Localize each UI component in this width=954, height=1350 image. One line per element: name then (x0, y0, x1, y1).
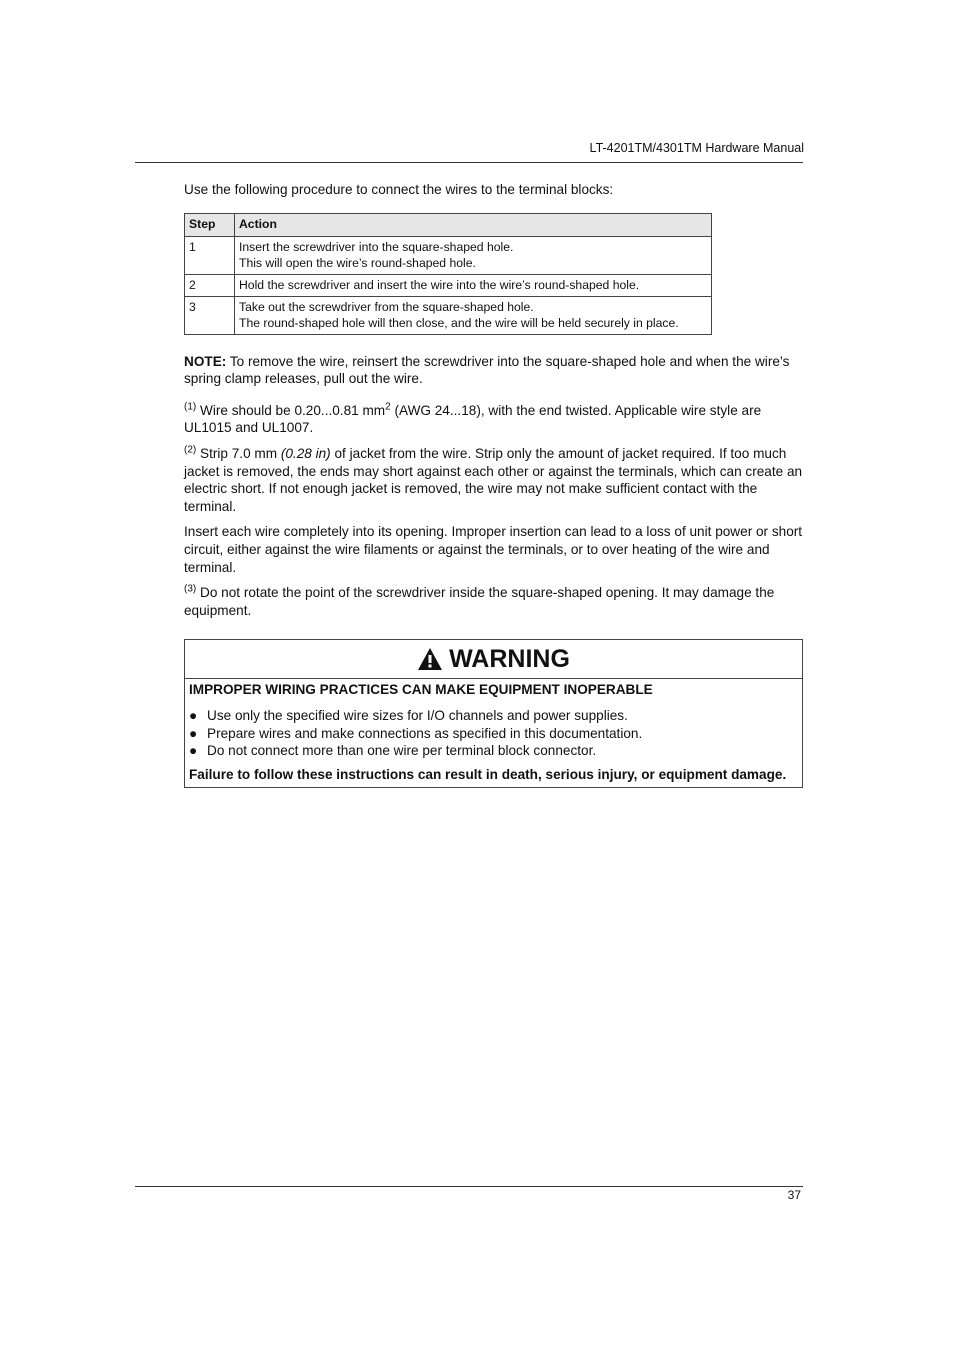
action-line: Take out the screwdriver from the square-shaped hole. (239, 299, 534, 314)
table-header-action: Action (235, 213, 712, 236)
list-item (189, 742, 798, 760)
footnote-text: Wire should be 0.20...0.81 mm (196, 402, 386, 418)
bullet-icon: ● (189, 725, 198, 741)
list-item-text: Do not connect more than one wire per terminal block connector. (207, 743, 597, 759)
list-item (189, 725, 798, 743)
footnote-italic: (0.28 in) (280, 445, 331, 461)
page-number: 37 (787, 1188, 801, 1202)
warning-triangle-icon (417, 647, 443, 671)
footer-rule (135, 1186, 803, 1187)
page-content (184, 181, 804, 788)
table-row (185, 274, 712, 296)
action-line: Hold the screwdriver and insert the wire into the wire’s round-shaped hole. (239, 277, 640, 292)
footnote-text: (AWG 24...18), with the end twisted. Applicable wire style are UL1015 and UL1007. (184, 402, 762, 436)
note-label: NOTE: (184, 353, 227, 369)
warning-list (189, 707, 798, 760)
list-item-text: Prepare wires and make connections as specified in this documentation. (207, 725, 643, 741)
table-header-step: Step (185, 213, 235, 236)
bullet-icon: ● (189, 743, 198, 759)
intro-text: Use the following procedure to connect the wires to the terminal blocks: (184, 182, 614, 197)
table-cell-step: 1 (185, 236, 235, 274)
table-cell-action (235, 274, 712, 296)
procedure-table (184, 213, 712, 335)
table-cell-action (235, 236, 712, 274)
insert-paragraph: Insert each wire completely into its opening. Improper insertion can lead to a loss of unit power or short circuit, either against the wire filaments or against the terminals, or to over heating of the wire and terminal. (184, 524, 803, 575)
warning-body (185, 679, 802, 787)
table-row (185, 236, 712, 274)
list-item (189, 707, 798, 725)
table-cell-step: 2 (185, 274, 235, 296)
table-cell-action (235, 296, 712, 334)
footnote-text: Strip 7.0 mm (196, 445, 281, 461)
footnote-3 (184, 584, 804, 619)
note-paragraph (184, 353, 804, 388)
list-item-text: Use only the specified wire sizes for I/O channels and power supplies. (207, 707, 628, 723)
warning-title: WARNING (449, 644, 570, 673)
header-rule (135, 162, 803, 163)
warning-header (185, 640, 802, 679)
footnote-text: Do not rotate the point of the screwdriver inside the square-shaped opening. It may damage the equipment. (184, 585, 775, 618)
warning-subtitle: IMPROPER WIRING PRACTICES CAN MAKE EQUIPMENT INOPERABLE (189, 682, 653, 698)
note-text: To remove the wire, reinsert the screwdriver into the square-shaped hole and when the wire’s spring clamp releases, pull out the wire. (184, 353, 790, 387)
bullet-icon: ● (189, 707, 198, 723)
footnote-1 (184, 402, 804, 437)
warning-box (184, 639, 803, 788)
warning-consequence: Failure to follow these instructions can result in death, serious injury, or equipment damage. (189, 766, 787, 782)
action-line: The round-shaped hole will then close, and the wire will be held securely in place. (239, 315, 679, 330)
footnote-text: of jacket from the wire. Strip only the amount of jacket required. If too much jacket is removed, the ends may short against each other or against the terminals, which can create an electric short. If not enough jacket is removed, the wire may not make sufficient contact with the terminal. (184, 445, 803, 514)
table-cell-step: 3 (185, 296, 235, 334)
superscript: 2 (385, 401, 391, 413)
footnote-marker: (2) (184, 444, 197, 456)
footnote-marker: (1) (184, 401, 197, 413)
footnote-2 (184, 445, 804, 515)
action-line: Insert the screwdriver into the square-shaped hole. (239, 239, 514, 254)
table-header-row (185, 213, 712, 236)
footnote-marker: (3) (184, 583, 197, 595)
header-title: LT-4201TM/4301TM Hardware Manual (589, 141, 804, 155)
table-row (185, 296, 712, 334)
action-line: This will open the wire’s round-shaped hole. (239, 255, 476, 270)
